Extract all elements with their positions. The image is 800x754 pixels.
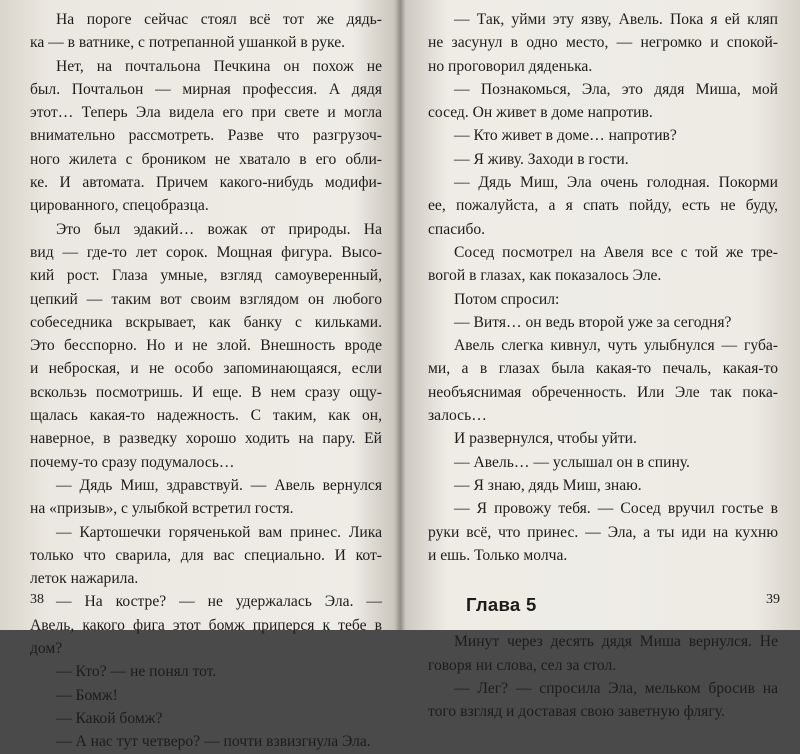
text-line: — Лег? — спросила Эла, мельком бросив на xyxy=(454,680,778,698)
text-line: — Бомж! xyxy=(56,686,118,704)
text-line: — Дядь Миш, здравствуй. — Авель вернулся xyxy=(56,476,382,494)
text-line: На пороге сейчас стоял всё тот же дядь- xyxy=(56,11,382,28)
text-line: — Я знаю, дядь Миш, знаю. xyxy=(454,476,642,494)
paragraph xyxy=(30,218,382,474)
text-line: И развернулся, чтобы уйти. xyxy=(454,430,637,448)
text-line: Это был эдакий… вожак от природы. На xyxy=(56,220,382,238)
text-line: — Авель… — услышал он в спину. xyxy=(454,453,690,471)
paragraph xyxy=(30,55,382,218)
text-line: Потом спросил: xyxy=(454,290,560,308)
text-line: щалась какая-то надежность. С таким, как он, xyxy=(30,407,382,425)
text-line: сосед. Он живет в доме напротив. xyxy=(428,104,653,122)
paragraph xyxy=(30,474,382,521)
text-line: вид — где-то лет сорок. Мощная фигура. Высо- xyxy=(30,243,382,261)
text-line: леток нажарила. xyxy=(30,570,139,588)
paragraph xyxy=(428,427,778,450)
paragraph xyxy=(428,124,778,147)
paragraph xyxy=(30,684,382,707)
right-page xyxy=(400,0,800,721)
paragraph xyxy=(428,171,778,241)
paragraph xyxy=(30,8,382,55)
paragraph xyxy=(30,730,382,753)
text-line: говоря ни слова, сел за стол. xyxy=(428,656,617,674)
paragraph xyxy=(428,78,778,125)
text-line: ми, а в глазах была какая-то печаль, какая-то xyxy=(428,360,778,378)
text-line: ного жилета с броником не хватало в его обли- xyxy=(30,150,382,168)
left-page-text xyxy=(30,8,382,754)
text-line: Авель, какого фига этот бомж приперся к тебе в xyxy=(30,616,382,634)
text-line: — Познакомься, Эла, это дядя Миша, мой xyxy=(454,80,778,98)
text-line: залось… xyxy=(428,407,487,425)
text-line: того взгляд и доставая свою заветную флягу. xyxy=(428,703,725,721)
text-line: — Дядь Миш, Эла очень голодная. Покорми xyxy=(454,174,778,192)
text-line: но проговорил дяденька. xyxy=(428,57,593,75)
text-line: Сосед посмотрел на Авеля все с той же тре- xyxy=(454,243,778,261)
paragraph xyxy=(428,474,778,497)
text-line: Нет, на почтальона Печкина он похож не xyxy=(56,57,382,75)
text-line: — Кто? — не понял тот. xyxy=(56,663,217,681)
text-line: необъяснимая обреченность. Или Эле так пока- xyxy=(428,383,778,401)
text-line: ке. И автомата. Причем какого-нибудь модифи- xyxy=(30,174,382,192)
text-line: — Картошечки горяченькой вам принес. Лика xyxy=(56,523,382,541)
text-line: почему-то сразу подумалось… xyxy=(30,453,235,471)
text-line: и ешь. Только молча. xyxy=(428,546,568,564)
text-line: внимательно рассмотреть. Разве что разгрузоч- xyxy=(30,127,382,145)
text-line: был. Почтальон — мирная профессия. А дядя xyxy=(30,80,382,98)
text-line: наверное, в разведку хорошо ходить на пару. Ей xyxy=(30,430,382,448)
text-line: руки всё, что принес. — Эла, а ты иди на кухню xyxy=(428,523,778,541)
page-number: 39 xyxy=(766,592,780,607)
text-line: — Я живу. Заходи в гости. xyxy=(454,150,629,168)
text-line: дом? xyxy=(30,640,63,658)
paragraph xyxy=(428,311,778,334)
text-line: цепкий — таким вот своим взглядом он любого xyxy=(30,290,382,308)
page-number: 38 xyxy=(30,592,44,607)
text-line: вогой в глазах, как показалось Эле. xyxy=(428,267,662,285)
paragraph xyxy=(428,148,778,171)
text-line: цированного, спецобразца. xyxy=(30,197,209,215)
text-line: кий рост. Глаза умные, взгляд самоуверенный, xyxy=(30,267,382,285)
text-line: — Кто живет в доме… напротив? xyxy=(454,127,677,145)
paragraph xyxy=(428,677,778,724)
book-spine-shadow xyxy=(394,0,406,630)
text-line: — Так, уйми эту язву, Авель. Пока я ей кляп xyxy=(454,11,778,28)
paragraph xyxy=(428,451,778,474)
paragraph xyxy=(428,241,778,288)
text-line: — На костре? — не удержалась Эла. — xyxy=(56,593,382,611)
left-page xyxy=(0,0,400,751)
text-line: только что сварила, для вас специально. И кот- xyxy=(30,546,382,564)
text-line: — А нас тут четверо? — почти взвизгнула Эла. xyxy=(56,733,371,751)
paragraph xyxy=(428,630,778,677)
text-line: собеседника вскрывает, как банку с кильками. xyxy=(30,313,382,331)
text-line: и неброская, и не особо запоминающаяся, если xyxy=(30,360,382,378)
text-line: вскользь посмотришь. И еще. В нем сразу ощу- xyxy=(30,383,382,401)
text-line: Авель слегка кивнул, чуть улыбнулся — губа- xyxy=(454,337,778,355)
text-line: спасибо. xyxy=(428,220,486,238)
paragraph xyxy=(30,521,382,591)
text-line: на «призыв», с улыбкой встретил гостя. xyxy=(30,500,294,518)
text-line: — Какой бомж? xyxy=(56,709,163,727)
text-line: Это бесспорно. Но и не злой. Внешность вроде xyxy=(30,337,382,355)
paragraph xyxy=(428,288,778,311)
text-line: этот… Теперь Эла видела его при свете и могла xyxy=(30,104,382,122)
text-line: ее, пожалуйста, а я спать пойду, есть не буду, xyxy=(428,197,778,215)
right-page-text xyxy=(428,8,778,724)
text-line: — Витя… он ведь второй уже за сегодня? xyxy=(454,313,732,331)
text-line: ка — в ватнике, с потрепанной ушанкой в руке. xyxy=(30,34,346,52)
paragraph xyxy=(30,660,382,683)
chapter-heading: Глава 5 xyxy=(466,594,537,616)
paragraph xyxy=(428,334,778,427)
paragraph xyxy=(428,497,778,567)
text-line: Минут через десять дядя Миша вернулся. Не xyxy=(454,633,778,651)
text-line: не засунул в одно место, — негромко и спокой- xyxy=(428,34,778,52)
text-line: — Я провожу тебя. — Сосед вручил гостье в xyxy=(454,500,778,518)
paragraph xyxy=(30,707,382,730)
paragraph xyxy=(428,8,778,78)
paragraph xyxy=(30,590,382,660)
